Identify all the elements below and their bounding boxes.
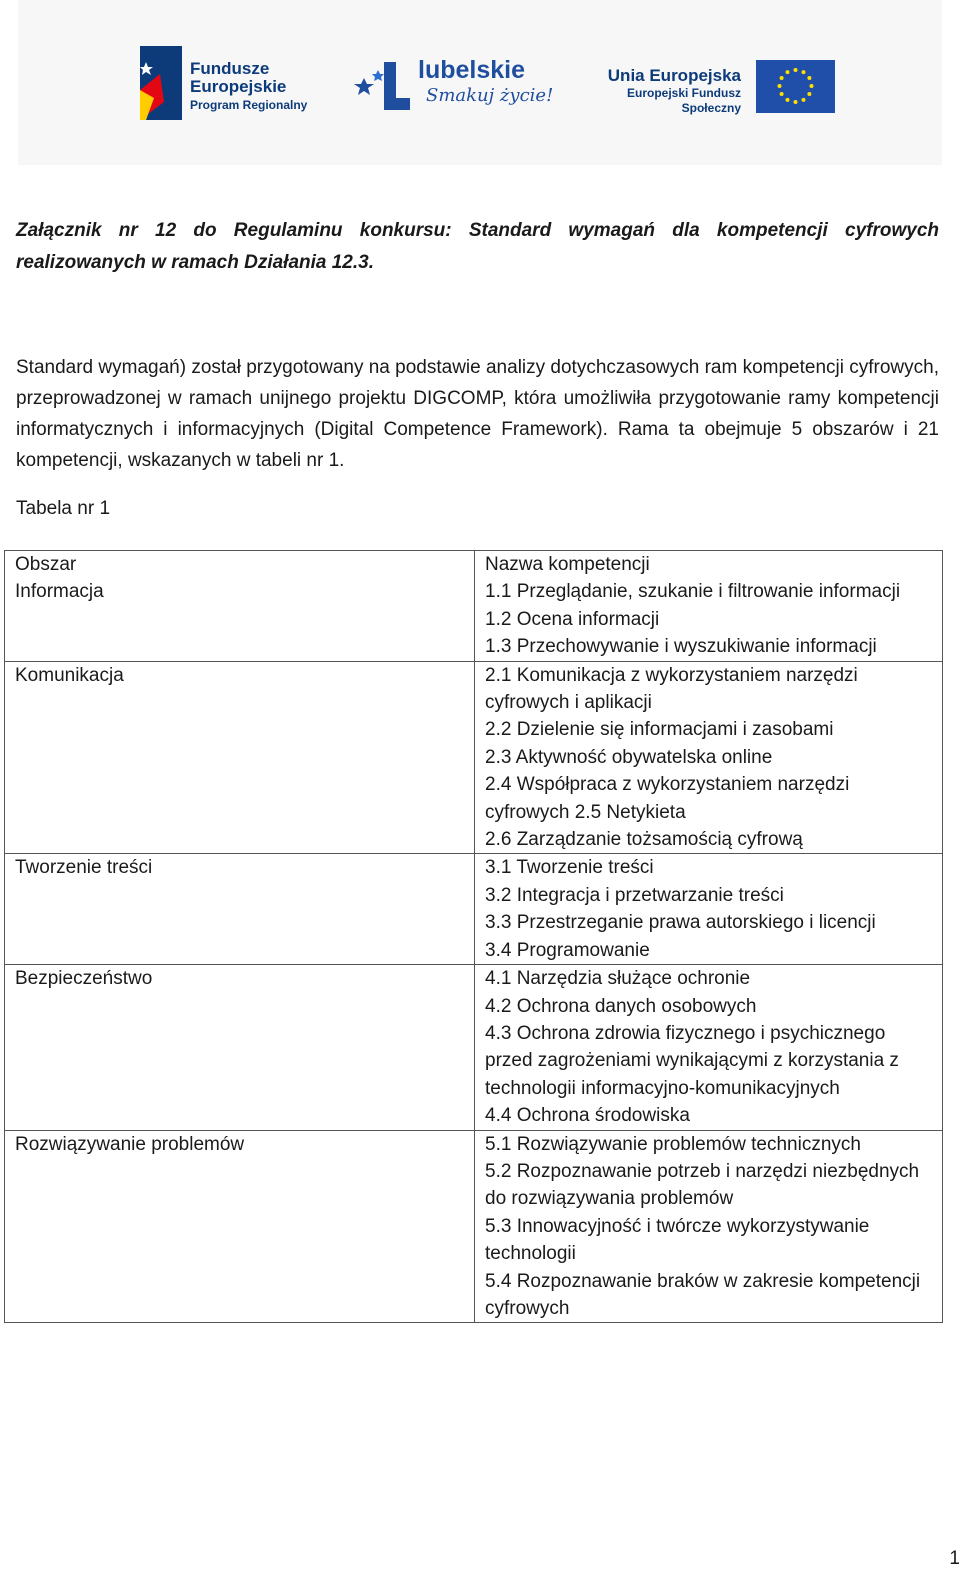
competency-item: 3.3 Przestrzeganie prawa autorskiego i licencji — [485, 912, 876, 934]
lubelskie-mark-icon — [354, 58, 412, 116]
competency-item: 2.3 Aktywność obywatelska online — [485, 746, 773, 768]
competency-item: 1.2 Ocena informacji — [485, 608, 660, 630]
competency-item: 2.4 Współpraca z wykorzystaniem narzędzi cyfrowych 2.5 Netykieta — [485, 774, 850, 823]
competency-cell — [475, 661, 943, 854]
competency-item: 1.3 Przechowywanie i wyszukiwanie informacji — [485, 636, 877, 658]
fundusze-line-3: Program Regionalny — [190, 98, 308, 112]
unia-europejska-logo — [575, 66, 741, 116]
competency-item: 4.3 Ochrona zdrowia fizycznego i psychicznego przed zagrożeniami wynikającymi z korzystania z technologii informacyjno-komunikacyjnych — [485, 1022, 899, 1099]
table-row — [5, 1130, 943, 1323]
competency-item: 5.4 Rozpoznawanie braków w zakresie kompetencji cyfrowych — [485, 1270, 921, 1319]
competency-item: 4.4 Ochrona środowiska — [485, 1105, 690, 1127]
area-cell: Komunikacja — [5, 661, 475, 854]
competency-item: 5.1 Rozwiązywanie problemów technicznych — [485, 1133, 861, 1155]
lubelskie-name: lubelskie — [418, 56, 525, 84]
competency-item: 2.6 Zarządzanie tożsamością cyfrową — [485, 829, 803, 851]
page-number: 1 — [949, 1548, 960, 1569]
area-cell: Tworzenie treści — [5, 854, 475, 965]
unia-line-1: Unia Europejska — [607, 66, 741, 85]
competency-cell — [475, 854, 943, 965]
competency-item: 3.4 Programowanie — [485, 939, 650, 961]
table-row — [5, 965, 943, 1130]
fundusze-line-2: Europejskie — [190, 77, 287, 96]
area-cell: Rozwiązywanie problemów — [5, 1130, 475, 1323]
competency-cell — [475, 578, 943, 661]
competency-item: 3.2 Integracja i przetwarzanie treści — [485, 884, 784, 906]
fundusze-europejskie-flag-icon — [140, 46, 182, 120]
table-row — [5, 578, 943, 661]
competency-cell — [475, 1130, 943, 1323]
unia-line-2: Europejski Fundusz Społeczny — [626, 86, 741, 115]
competency-item: 4.2 Ochrona danych osobowych — [485, 995, 757, 1017]
fundusze-line-1: Fundusze — [190, 59, 270, 78]
competency-item: 4.1 Narzędzia służące ochronie — [485, 968, 751, 990]
logo-banner — [18, 0, 942, 165]
competency-item: 5.2 Rozpoznawanie potrzeb i narzędzi niezbędnych do rozwiązywania problemów — [485, 1160, 920, 1210]
competency-item: 1.1 Przeglądanie, szukanie i filtrowanie informacji — [485, 581, 901, 603]
area-cell: Informacja — [5, 578, 475, 661]
lubelskie-slogan: Smakuj życie! — [426, 85, 554, 106]
table-caption: Tabela nr 1 — [16, 498, 111, 519]
intro-paragraph: Standard wymagań) został przygotowany na podstawie analizy dotychczasowych ram kompetencji cyfrowych, przeprowadzonej w ramach unijnego projektu DIGCOMP, która umożliwiła przygotowanie ramy kompetencji informatycznych i informacyjnych (Digital Competence Framework). Rama ta obejmuje 5 obszarów i 21 kompetencji, wskazanych w tabeli nr 1. — [16, 357, 939, 471]
competency-cell — [475, 965, 943, 1130]
eu-flag-icon — [756, 60, 835, 113]
document-title: Załącznik nr 12 do Regulaminu konkursu: Standard wymagań dla kompetencji cyfrowych realizowanych w ramach Działania 12.3. — [16, 220, 939, 273]
header-area: Obszar — [5, 551, 475, 579]
header-competency: Nazwa kompetencji — [475, 551, 943, 579]
competency-item: 2.2 Dzielenie się informacjami i zasobami — [485, 719, 834, 741]
competency-item: 5.3 Innowacyjność i twórcze wykorzystywanie technologii — [485, 1215, 870, 1265]
fundusze-europejskie-logo — [190, 60, 307, 112]
table-row — [5, 854, 943, 965]
competency-item: 2.1 Komunikacja z wykorzystaniem narzędzi cyfrowych i aplikacji — [485, 664, 858, 714]
competency-table — [4, 550, 943, 1323]
area-cell: Bezpieczeństwo — [5, 965, 475, 1130]
competency-item: 3.1 Tworzenie treści — [485, 857, 654, 879]
table-header-row — [5, 551, 943, 579]
table-row — [5, 661, 943, 854]
